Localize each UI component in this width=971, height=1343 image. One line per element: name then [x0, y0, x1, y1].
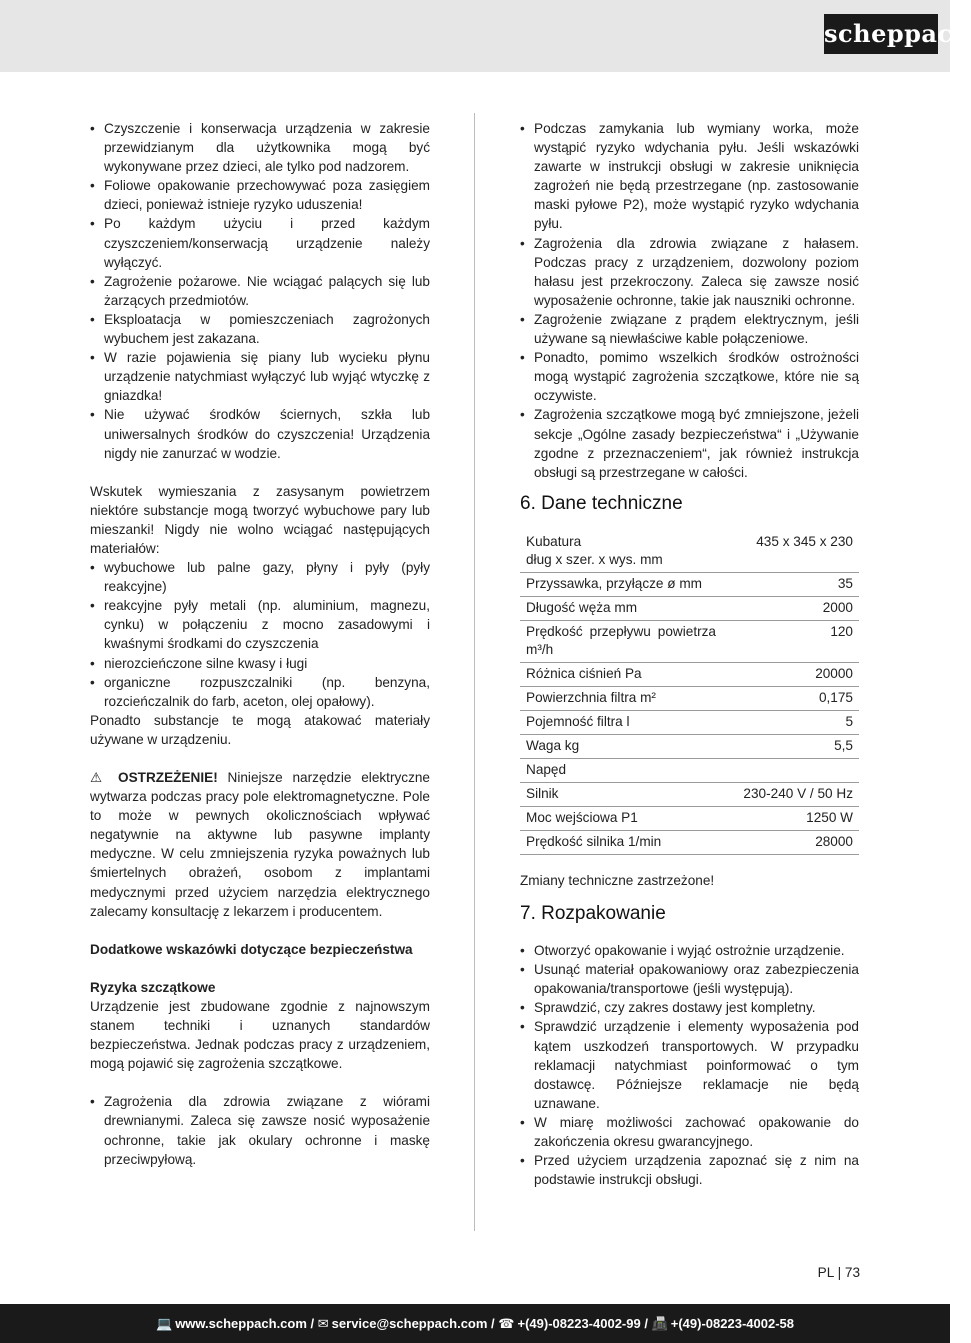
table-row	[520, 806, 859, 830]
list-item: • Podczas zamykania lub wymiany worka, może wystąpić ryzyko wdychania pyłu. Jeśli wskazówki zawarte w instrukcji obsługi w zakresie uniknięcia zagrożeń nie będą przestrzegane (np. zastosowanie maski pyłowe P2), może wystąpić ryzyko wdychania pyłu.	[520, 119, 859, 234]
table-row	[520, 620, 859, 662]
spec-label: Napęd	[520, 758, 722, 782]
spec-value: 35	[722, 572, 859, 596]
table-row	[520, 782, 859, 806]
list-item: • nierozcieńczone silne kwasy i ługi	[90, 654, 430, 673]
spec-value: 230-240 V / 50 Hz	[722, 782, 859, 806]
fax-icon: 📠	[651, 1316, 668, 1331]
list-item: • Zagrożenie związane z prądem elektrycznym, jeśli używane są niewłaściwe kable połączeniowe.	[520, 310, 859, 348]
spec-value: 28000	[722, 830, 859, 854]
spec-label: Długość węża mm	[520, 596, 722, 620]
phone-number: +(49)-08223-4002-99	[517, 1316, 641, 1331]
residual-risks-heading: Ryzyka szczątkowe	[90, 979, 216, 995]
spec-value: 20000	[722, 662, 859, 686]
unpacking-list	[520, 941, 859, 1189]
spec-value: 1250 W	[722, 806, 859, 830]
residual-risks-list	[90, 1092, 430, 1168]
forbidden-materials-list	[90, 558, 430, 711]
warning-paragraph	[90, 768, 430, 921]
spec-label: Prędkość przepływu powietrza m³/h	[520, 620, 722, 662]
spec-value	[722, 758, 859, 782]
spec-value: 435 x 345 x 230	[722, 531, 859, 573]
spec-label: Przyssawka, przyłącze ø mm	[520, 572, 722, 596]
email-link[interactable]: service@scheppach.com	[331, 1316, 488, 1331]
section-6-title: 6. Dane techniczne	[520, 492, 683, 514]
table-row	[520, 710, 859, 734]
brand-logo: scheppach	[824, 14, 938, 54]
spec-label: Prędkość silnika 1/min	[520, 830, 722, 854]
spec-value: 2000	[722, 596, 859, 620]
left-column	[90, 119, 430, 1169]
list-item: • Czyszczenie i konserwacja urządzenia w zakresie przewidzianym dla użytkownika mogą być wykonywane przez dzieci, ale tylko pod nadzorem.	[90, 119, 430, 176]
warning-label: OSTRZEŻENIE!	[118, 770, 218, 785]
table-row	[520, 734, 859, 758]
list-item: • Sprawdzić, czy zakres dostawy jest kompletny.	[520, 998, 859, 1017]
table-row	[520, 572, 859, 596]
list-item: • wybuchowe lub palne gazy, płyny i pyły (pyły reakcyjne)	[90, 558, 430, 596]
spec-label: Powierzchnia filtra m²	[520, 686, 722, 710]
table-row	[520, 830, 859, 854]
list-item: • organiczne rozpuszczalniki (np. benzyna, rozcieńczalnik do farb, aceton, olej opałowy).	[90, 673, 430, 711]
warning-triangle-icon: ⚠	[90, 770, 109, 785]
table-row	[520, 531, 859, 573]
cleaning-safety-list	[90, 119, 430, 463]
technical-changes-note: Zmiany techniczne zastrzeżone!	[520, 872, 715, 888]
mail-icon: ✉	[317, 1316, 329, 1331]
spec-value: 5,5	[722, 734, 859, 758]
website-link[interactable]: www.scheppach.com	[175, 1316, 307, 1331]
phone-icon: ☎	[498, 1316, 515, 1331]
list-item: • Nie używać środków ściernych, szkła lub uniwersalnych środków do czyszczenia! Urządzenia nigdy nie zanurzać w wodzie.	[90, 405, 430, 462]
list-item: • Ponadto, pomimo wszelkich środków ostrożności mogą wystąpić zagrożenia szczątkowe, które nie są oczywiste.	[520, 348, 859, 405]
right-column	[520, 119, 859, 1189]
table-row	[520, 686, 859, 710]
technical-data-table	[520, 531, 859, 855]
list-item: • Po każdym użyciu i przed każdym czyszczeniem/konserwacją urządzenie należy wyłączyć.	[90, 214, 430, 271]
separator: /	[640, 1316, 652, 1331]
residual-risks-paragraph: Urządzenie jest zbudowane zgodnie z najnowszym stanem techniki i uznanych standardów bezpieczeństwa. Jednak podczas pracy z urządzeniem, mogą pojawić się zagrożenia szczątkowe.	[90, 998, 430, 1072]
table-row	[520, 596, 859, 620]
list-item: • reakcyjne pyły metali (np. aluminium, magnezu, cynku) w połączeniu z mocno zasadowymi i kwaśnymi środkami do czyszczenia	[90, 596, 430, 653]
list-item: • Przed użyciem urządzenia zapoznać się z nim na podstawie instrukcji obsługi.	[520, 1151, 859, 1189]
list-item: • Zagrożenie pożarowe. Nie wciągać palących się lub żarzących przedmiotów.	[90, 272, 430, 310]
table-row	[520, 662, 859, 686]
spec-label: Kubatura dług x szer. x wys. mm	[520, 531, 722, 573]
list-item: • Eksploatacja w pomieszczeniach zagrożonych wybuchem jest zakazana.	[90, 310, 430, 348]
explosive-substances-paragraph: Wskutek wymieszania z zasysanym powietrzem niektóre substancje mogą tworzyć wybuchowe pary lub mieszanki! Nigdy nie wolno wciągać następujących materiałów:	[90, 483, 430, 556]
list-item: • Zagrożenia dla zdrowia związane z hałasem. Podczas pracy z urządzeniem, dozwolony poziom hałasu jest przekroczony. Zaleca się zawsze nosić wyposażenie ochronne, takie jak nauszniki ochronne.	[520, 234, 859, 310]
spec-value: 0,175	[722, 686, 859, 710]
list-item: • W miarę możliwości zachować opakowanie do zakończenia okresu gwarancyjnego.	[520, 1113, 859, 1151]
separator: /	[487, 1316, 499, 1331]
warning-text: Niniejsze narzędzie elektryczne wytwarza podczas pracy pole elektromagnetyczne. Pole to może w pewnych okolicznościach wpływać negatywnie na aktywne lub pasywne implanty medyczne. W celu zmniejszenia ryzyka poważnych lub śmiertelnych obrażeń, osobom z implantami medycznymi przed użyciem narzędzia elektrycznego zalecamy konsultację z lekarzem i producentem.	[90, 770, 430, 919]
spec-label: Waga kg	[520, 734, 722, 758]
spec-label: Pojemność filtra l	[520, 710, 722, 734]
page-number: PL | 73	[817, 1265, 860, 1280]
list-item: • Sprawdzić urządzenie i elementy wyposażenia pod kątem uszkodzeń transportowych. W przypadku reklamacji natychmiast poinformować o tym dostawcę. Późniejsze reklamacje nie będą uznawane.	[520, 1017, 859, 1112]
separator: /	[306, 1316, 318, 1331]
footer-bar	[0, 1304, 950, 1343]
spec-label: Silnik	[520, 782, 722, 806]
spec-value: 120	[722, 620, 859, 662]
table-row	[520, 758, 859, 782]
header-bar	[0, 0, 971, 72]
computer-icon: 💻	[156, 1316, 173, 1331]
list-item: • Zagrożenia dla zdrowia związane z wiórami drewnianymi. Zaleca się zawsze nosić wyposażenie ochronne, takie jak okulary ochronne i maskę przeciwpyłową.	[90, 1092, 430, 1168]
additional-safety-heading: Dodatkowe wskazówki dotyczące bezpieczeństwa	[90, 941, 413, 957]
residual-risks-list-continued	[520, 119, 859, 482]
list-item: • Otworzyć opakowanie i wyjąć ostrożnie urządzenie.	[520, 941, 859, 960]
list-item: • Zagrożenia szczątkowe mogą być zmniejszone, jeżeli sekcje „Ogólne zasady bezpieczeństwa“ i „Używanie zgodne z przeznaczeniem“, jak również instrukcja obsługi są przestrzegane w całości.	[520, 405, 859, 481]
spec-value: 5	[722, 710, 859, 734]
materials-attack-paragraph: Ponadto substancje te mogą atakować materiały używane w urządzeniu.	[90, 712, 430, 747]
list-item: • Usunąć materiał opakowaniowy oraz zabezpieczenia opakowania/transportowe (jeśli występują).	[520, 960, 859, 998]
list-item: • Foliowe opakowanie przechowywać poza zasięgiem dzieci, ponieważ istnieje ryzyko uduszenia!	[90, 176, 430, 214]
spec-label: Różnica ciśnień Pa	[520, 662, 722, 686]
list-item: • W razie pojawienia się piany lub wycieku płynu urządzenie natychmiast wyłączyć lub wyjąć wtyczkę z gniazdka!	[90, 348, 430, 405]
fax-number: +(49)-08223-4002-58	[670, 1316, 794, 1331]
section-7-title: 7. Rozpakowanie	[520, 902, 666, 924]
column-divider	[474, 113, 475, 1231]
spec-label: Moc wejściowa P1	[520, 806, 722, 830]
